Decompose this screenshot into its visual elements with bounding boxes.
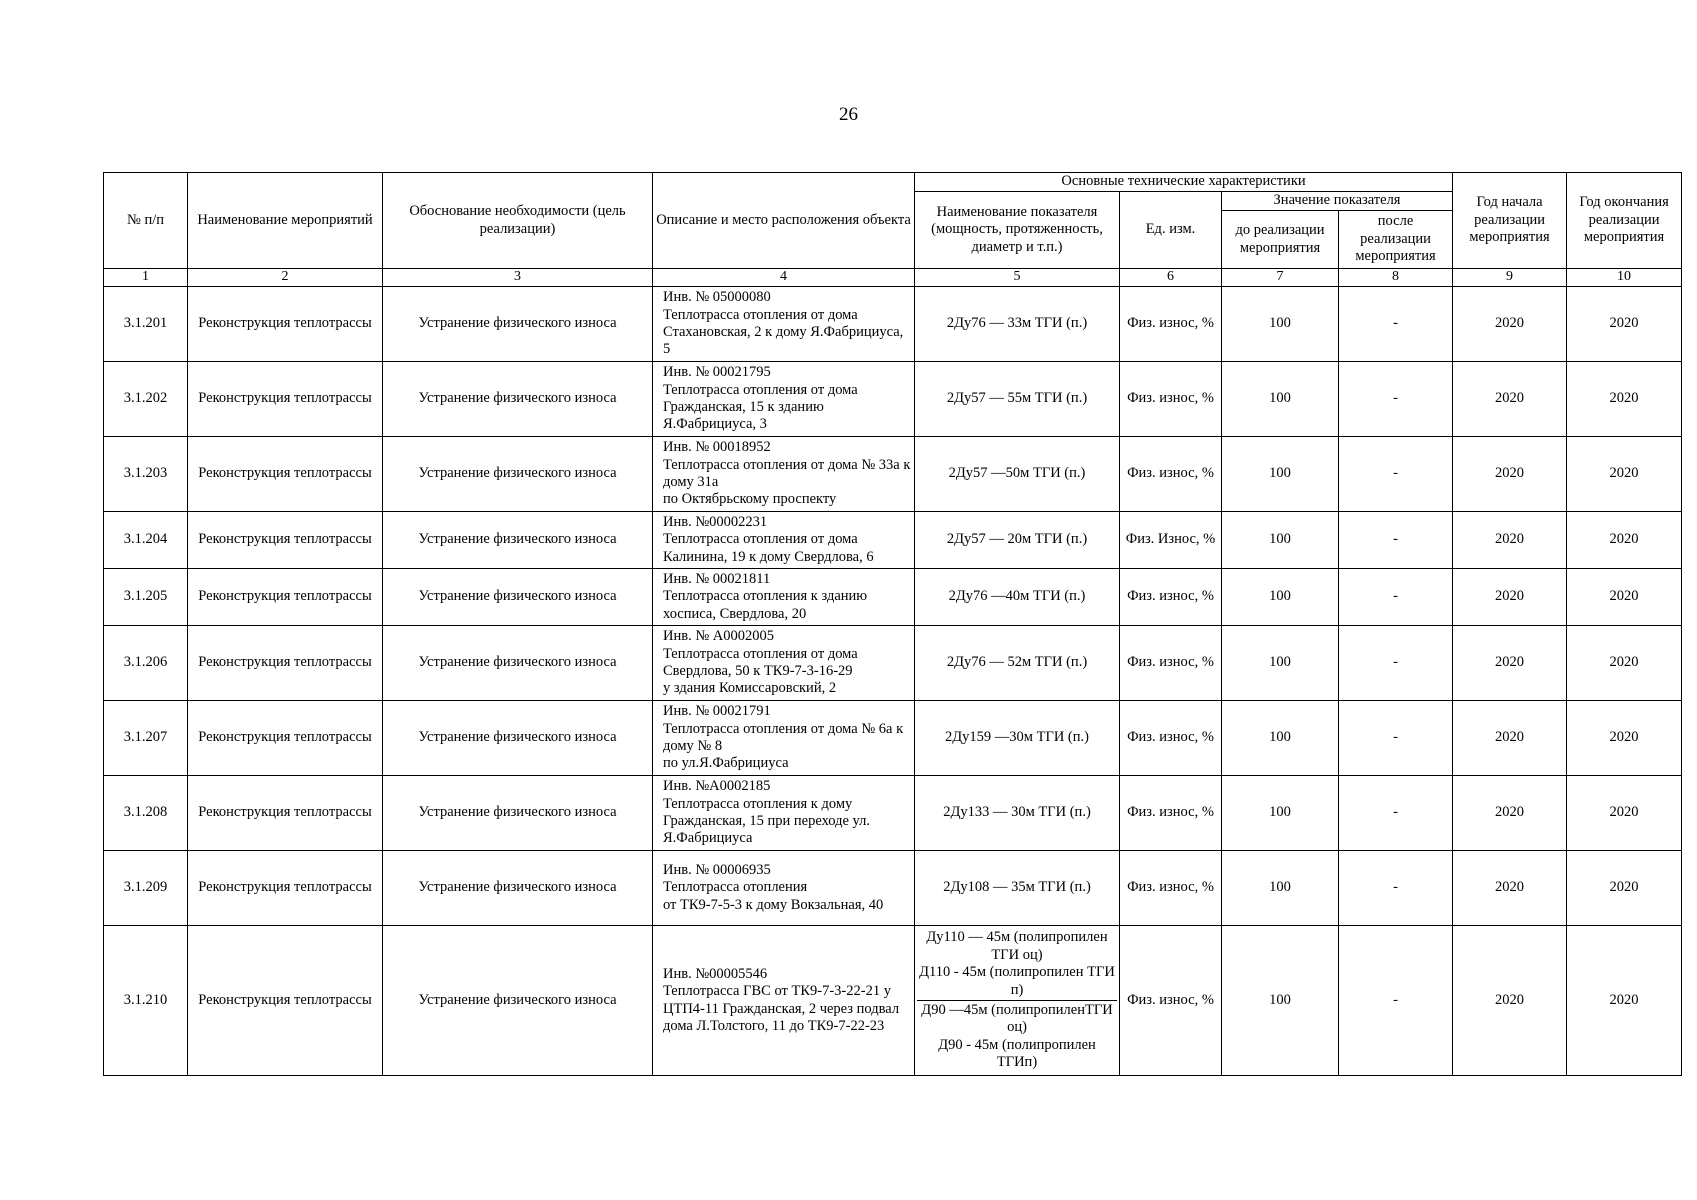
row-number: 3.1.209 xyxy=(104,851,188,926)
header-after: после реализации мероприятия xyxy=(1339,211,1453,269)
end-year: 2020 xyxy=(1567,701,1682,776)
justification: Устранение физического износа xyxy=(383,362,653,437)
row-number: 3.1.207 xyxy=(104,701,188,776)
object-description: Инв. № 00021791 Теплотрасса отопления от дома № 6а к дому № 8 по ул.Я.Фабрициуса xyxy=(653,701,915,776)
table-row xyxy=(104,776,1682,851)
start-year: 2020 xyxy=(1453,776,1567,851)
justification: Устранение физического износа xyxy=(383,626,653,701)
justification: Устранение физического износа xyxy=(383,701,653,776)
measure-name: Реконструкция теплотрассы xyxy=(188,437,383,512)
end-year: 2020 xyxy=(1567,776,1682,851)
indicator-name: 2Ду76 —40м ТГИ (п.) xyxy=(915,569,1120,626)
start-year: 2020 xyxy=(1453,926,1567,1076)
column-number: 10 xyxy=(1567,269,1682,287)
indicator-name: 2Ду133 — 30м ТГИ (п.) xyxy=(915,776,1120,851)
unit: Физ. износ, % xyxy=(1120,362,1222,437)
end-year: 2020 xyxy=(1567,287,1682,362)
unit: Физ. износ, % xyxy=(1120,926,1222,1076)
value-after: - xyxy=(1339,569,1453,626)
unit: Физ. износ, % xyxy=(1120,776,1222,851)
column-number: 1 xyxy=(104,269,188,287)
measure-name: Реконструкция теплотрассы xyxy=(188,287,383,362)
unit: Физ. износ, % xyxy=(1120,701,1222,776)
end-year: 2020 xyxy=(1567,437,1682,512)
unit: Физ. износ, % xyxy=(1120,626,1222,701)
object-description: Инв. № А0002005 Теплотрасса отопления от дома Свердлова, 50 к ТК9-7-3-16-29 у здания Комиссаровский, 2 xyxy=(653,626,915,701)
column-number: 5 xyxy=(915,269,1120,287)
indicator-name: 2Ду159 —30м ТГИ (п.) xyxy=(915,701,1120,776)
end-year: 2020 xyxy=(1567,926,1682,1076)
measure-name: Реконструкция теплотрассы xyxy=(188,362,383,437)
indicator-name: 2Ду76 — 52м ТГИ (п.) xyxy=(915,626,1120,701)
column-number: 4 xyxy=(653,269,915,287)
column-number: 2 xyxy=(188,269,383,287)
unit: Физ. износ, % xyxy=(1120,569,1222,626)
unit: Физ. износ, % xyxy=(1120,851,1222,926)
start-year: 2020 xyxy=(1453,626,1567,701)
end-year: 2020 xyxy=(1567,851,1682,926)
start-year: 2020 xyxy=(1453,362,1567,437)
measure-name: Реконструкция теплотрассы xyxy=(188,569,383,626)
value-before: 100 xyxy=(1222,776,1339,851)
end-year: 2020 xyxy=(1567,362,1682,437)
measure-name: Реконструкция теплотрассы xyxy=(188,626,383,701)
indicator-name: 2Ду76 — 33м ТГИ (п.) xyxy=(915,287,1120,362)
start-year: 2020 xyxy=(1453,287,1567,362)
value-after: - xyxy=(1339,362,1453,437)
object-description: Инв. № 00018952 Теплотрасса отопления от дома № 33а к дому 31а по Октябрьскому проспекту xyxy=(653,437,915,512)
header-description: Описание и место расположения объекта xyxy=(653,173,915,269)
indicator-name: 2Ду57 — 20м ТГИ (п.) xyxy=(915,512,1120,569)
row-number: 3.1.208 xyxy=(104,776,188,851)
object-description: Инв. № 00021811 Теплотрасса отопления к зданию хосписа, Свердлова, 20 xyxy=(653,569,915,626)
value-before: 100 xyxy=(1222,926,1339,1076)
value-after: - xyxy=(1339,926,1453,1076)
justification: Устранение физического износа xyxy=(383,851,653,926)
indicator-name-part: Ду110 — 45м (полипропилен ТГИ оц) Д110 - 45м (полипропилен ТГИ п) xyxy=(917,927,1117,1001)
header-unit: Ед. изм. xyxy=(1120,192,1222,269)
page-number: 26 xyxy=(839,104,858,125)
header-tech-characteristics: Основные технические характеристики xyxy=(915,173,1453,192)
table-header xyxy=(104,173,1682,287)
start-year: 2020 xyxy=(1453,569,1567,626)
indicator-name: 2Ду108 — 35м ТГИ (п.) xyxy=(915,851,1120,926)
table-row xyxy=(104,569,1682,626)
object-description: Инв. № 05000080 Теплотрасса отопления от дома Стахановская, 2 к дому Я.Фабрициуса, 5 xyxy=(653,287,915,362)
unit: Физ. износ, % xyxy=(1120,437,1222,512)
value-before: 100 xyxy=(1222,626,1339,701)
table-row xyxy=(104,437,1682,512)
value-after: - xyxy=(1339,437,1453,512)
object-description: Инв. №А0002185 Теплотрасса отопления к дому Гражданская, 15 при переходе ул. Я.Фабрициуса xyxy=(653,776,915,851)
table-row xyxy=(104,626,1682,701)
column-number: 3 xyxy=(383,269,653,287)
justification: Устранение физического износа xyxy=(383,437,653,512)
end-year: 2020 xyxy=(1567,512,1682,569)
header-before: до реализации мероприятия xyxy=(1222,211,1339,269)
value-before: 100 xyxy=(1222,362,1339,437)
table-row xyxy=(104,851,1682,926)
header-num: № п/п xyxy=(104,173,188,269)
value-after: - xyxy=(1339,701,1453,776)
row-number: 3.1.205 xyxy=(104,569,188,626)
table-row xyxy=(104,287,1682,362)
row-number: 3.1.204 xyxy=(104,512,188,569)
table-body xyxy=(104,287,1682,1076)
column-number: 7 xyxy=(1222,269,1339,287)
header-measure-name: Наименование мероприятий xyxy=(188,173,383,269)
unit: Физ. износ, % xyxy=(1120,287,1222,362)
unit: Физ. Износ, % xyxy=(1120,512,1222,569)
value-before: 100 xyxy=(1222,437,1339,512)
value-before: 100 xyxy=(1222,851,1339,926)
value-before: 100 xyxy=(1222,287,1339,362)
start-year: 2020 xyxy=(1453,437,1567,512)
row-number: 3.1.202 xyxy=(104,362,188,437)
start-year: 2020 xyxy=(1453,851,1567,926)
header-indicator-name: Наименование показателя (мощность, протяженность, диаметр и т.п.) xyxy=(915,192,1120,269)
justification: Устранение физического износа xyxy=(383,926,653,1076)
row-number: 3.1.203 xyxy=(104,437,188,512)
measure-name: Реконструкция теплотрассы xyxy=(188,512,383,569)
justification: Устранение физического износа xyxy=(383,512,653,569)
object-description: Инв. №00002231 Теплотрасса отопления от дома Калинина, 19 к дому Свердлова, 6 xyxy=(653,512,915,569)
value-after: - xyxy=(1339,512,1453,569)
value-before: 100 xyxy=(1222,569,1339,626)
row-number: 3.1.210 xyxy=(104,926,188,1076)
table-row xyxy=(104,701,1682,776)
measure-name: Реконструкция теплотрассы xyxy=(188,851,383,926)
header-start-year: Год начала реализации мероприятия xyxy=(1453,173,1567,269)
value-after: - xyxy=(1339,626,1453,701)
table-row xyxy=(104,362,1682,437)
measure-name: Реконструкция теплотрассы xyxy=(188,701,383,776)
end-year: 2020 xyxy=(1567,569,1682,626)
justification: Устранение физического износа xyxy=(383,776,653,851)
measures-table xyxy=(103,172,1682,1076)
column-number-row xyxy=(104,269,1682,287)
value-after: - xyxy=(1339,287,1453,362)
table-row xyxy=(104,512,1682,569)
column-number: 9 xyxy=(1453,269,1567,287)
object-description: Инв. №00005546 Теплотрасса ГВС от ТК9-7-3-22-21 у ЦТП4-11 Гражданская, 2 через подвал дома Л.Толстого, 11 до ТК9-7-22-23 xyxy=(653,926,915,1076)
value-before: 100 xyxy=(1222,701,1339,776)
start-year: 2020 xyxy=(1453,701,1567,776)
justification: Устранение физического износа xyxy=(383,287,653,362)
header-justification: Обоснование необходимости (цель реализации) xyxy=(383,173,653,269)
header-end-year: Год окончания реализации мероприятия xyxy=(1567,173,1682,269)
indicator-name: 2Ду57 —50м ТГИ (п.) xyxy=(915,437,1120,512)
indicator-name xyxy=(915,926,1120,1076)
row-number: 3.1.206 xyxy=(104,626,188,701)
value-before: 100 xyxy=(1222,512,1339,569)
justification: Устранение физического износа xyxy=(383,569,653,626)
end-year: 2020 xyxy=(1567,626,1682,701)
start-year: 2020 xyxy=(1453,512,1567,569)
value-after: - xyxy=(1339,776,1453,851)
measure-name: Реконструкция теплотрассы xyxy=(188,776,383,851)
measure-name: Реконструкция теплотрассы xyxy=(188,926,383,1076)
header-indicator-value: Значение показателя xyxy=(1222,192,1453,211)
object-description: Инв. № 00006935 Теплотрасса отопления от ТК9-7-5-3 к дому Вокзальная, 40 xyxy=(653,851,915,926)
row-number: 3.1.201 xyxy=(104,287,188,362)
table-row xyxy=(104,926,1682,1076)
indicator-name: 2Ду57 — 55м ТГИ (п.) xyxy=(915,362,1120,437)
value-after: - xyxy=(1339,851,1453,926)
object-description: Инв. № 00021795 Теплотрасса отопления от дома Гражданская, 15 к зданию Я.Фабрициуса, 3 xyxy=(653,362,915,437)
indicator-name-part: Д90 —45м (полипропиленТГИ оц) Д90 - 45м (полипропилен ТГИп) xyxy=(921,1002,1113,1071)
column-number: 8 xyxy=(1339,269,1453,287)
column-number: 6 xyxy=(1120,269,1222,287)
